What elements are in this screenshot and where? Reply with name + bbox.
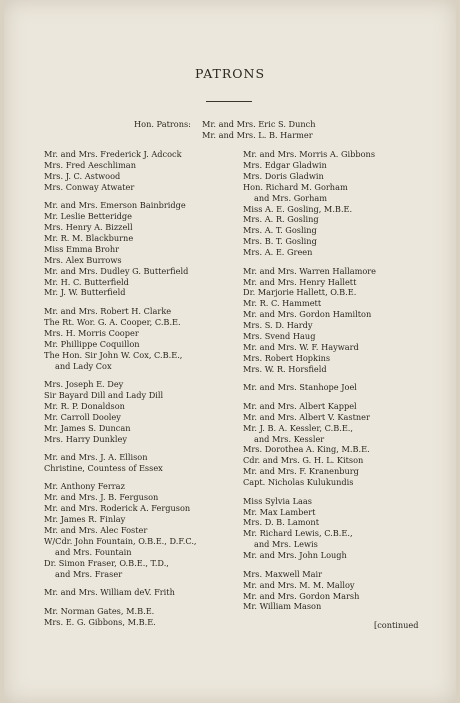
patron-name: Mr. Carroll Dooley bbox=[44, 411, 121, 422]
patron-name: Mrs. A. R. Gosling bbox=[243, 214, 319, 225]
patron-name: Mr. Richard Lewis, C.B.E., bbox=[243, 528, 353, 539]
patron-name: Mrs. Henry A. Bizzell bbox=[44, 222, 133, 233]
patron-name: Mr. R. C. Hammett bbox=[243, 298, 322, 309]
patrons-left-column bbox=[44, 149, 197, 628]
patron-name: Cdr. and Mrs. G. H. L. Kitson bbox=[243, 455, 364, 466]
patron-name: Mr. and Mrs. William deV. Frith bbox=[44, 587, 175, 598]
patron-name: Mrs. Conway Atwater bbox=[44, 181, 135, 192]
group-spacer bbox=[243, 375, 376, 383]
patron-name: Mr. J. W. Butterfield bbox=[44, 287, 126, 298]
patron-name: Mr. and Mrs. Robert H. Clarke bbox=[44, 305, 172, 316]
group-spacer bbox=[44, 474, 197, 482]
title-divider bbox=[206, 101, 252, 102]
patron-name: Mrs. Doris Gladwin bbox=[243, 170, 324, 181]
patrons-right-column bbox=[243, 149, 376, 612]
patron-name: Mr. J. B. A. Kessler, C.B.E., bbox=[243, 422, 353, 433]
group-spacer bbox=[243, 561, 376, 569]
patron-name: Mrs. E. G. Gibbons, M.B.E. bbox=[44, 616, 156, 627]
hon-patrons-names bbox=[202, 119, 316, 141]
patron-name: Mr. and Mrs. Stanhope Joel bbox=[243, 382, 357, 393]
patron-name: Mrs. S. D. Hardy bbox=[243, 320, 313, 331]
patron-name: Mr. James S. Duncan bbox=[44, 422, 131, 433]
patron-name: Mr. Max Lambert bbox=[243, 506, 316, 517]
patron-name: Mr. and Mrs. Alec Foster bbox=[44, 525, 148, 536]
patron-name: Mrs. A. E. Green bbox=[243, 247, 313, 258]
group-spacer bbox=[44, 371, 197, 379]
document-page bbox=[4, 0, 456, 703]
group-spacer bbox=[44, 598, 197, 606]
patron-name: Mr. and Mrs. Gordon Marsh bbox=[243, 590, 360, 601]
patron-name: Mr. and Mrs. Morris A. Gibbons bbox=[243, 149, 376, 159]
patron-name: The Rt. Wor. G. A. Cooper, C.B.E. bbox=[44, 316, 181, 327]
group-spacer bbox=[44, 193, 197, 201]
patron-name: Christine, Countess of Essex bbox=[44, 462, 163, 473]
patron-name: Mr. and Mrs. Roderick A. Ferguson bbox=[44, 503, 191, 514]
patron-name: and Lady Cox bbox=[55, 360, 112, 371]
patron-name: and Mrs. Gorham bbox=[254, 192, 328, 203]
hon-patron-name: Mr. and Mrs. Eric S. Dunch bbox=[202, 119, 316, 129]
patron-name: Mr. Phillippe Coquillon bbox=[44, 338, 140, 349]
patron-name: and Mrs. Kessler bbox=[254, 433, 325, 444]
patron-name: Mrs. Fred Aeschliman bbox=[44, 159, 136, 170]
patron-name: Mr. William Mason bbox=[243, 601, 322, 612]
patron-name: Mr. James R. Finlay bbox=[44, 514, 126, 525]
patron-name: Mr. R. P. Donaldson bbox=[44, 400, 125, 411]
patron-name: and Mrs. Fountain bbox=[55, 546, 132, 557]
patron-name: Mr. and Mrs. Warren Hallamore bbox=[243, 265, 377, 276]
patron-name: Dr. Simon Fraser, O.B.E., T.D., bbox=[44, 557, 169, 568]
group-spacer bbox=[44, 444, 197, 452]
hon-patrons-label: Hon. Patrons: bbox=[134, 119, 191, 129]
patron-name: Mr. and Mrs. Gordon Hamilton bbox=[243, 309, 372, 320]
patron-name: The Hon. Sir John W. Cox, C.B.E., bbox=[44, 349, 183, 360]
patron-name: Mr. and Mrs. J. A. Ellison bbox=[44, 452, 148, 463]
patron-name: Mrs. W. R. Horsfield bbox=[243, 363, 327, 374]
group-spacer bbox=[44, 298, 197, 306]
patron-name: Mr. and Mrs. Dudley G. Butterfield bbox=[44, 265, 189, 276]
group-spacer bbox=[243, 488, 376, 496]
patron-name: Mr. and Mrs. Albert V. Kastner bbox=[243, 411, 370, 422]
group-spacer bbox=[44, 580, 197, 588]
patron-name: Mr. Norman Gates, M.B.E. bbox=[44, 605, 155, 616]
patron-name: Mrs. Alex Burrows bbox=[44, 254, 122, 265]
patron-name: Hon. Richard M. Gorham bbox=[243, 181, 348, 192]
patron-name: Mr. and Mrs. John Lough bbox=[243, 550, 347, 561]
patron-name: and Mrs. Fraser bbox=[55, 568, 123, 579]
patron-name: Mrs. Dorothea A. King, M.B.E. bbox=[243, 444, 370, 455]
patron-name: Mr. and Mrs. M. M. Malloy bbox=[243, 579, 355, 590]
patron-name: Mr. and Mrs. J. B. Ferguson bbox=[44, 492, 159, 503]
patron-name: Mr. H. C. Butterfield bbox=[44, 276, 129, 287]
hon-patron-name: Mr. and Mrs. L. B. Harmer bbox=[202, 129, 313, 140]
patron-name: Capt. Nicholas Kulukundis bbox=[243, 477, 354, 488]
patron-name: Mr. and Mrs. Henry Hallett bbox=[243, 276, 357, 287]
patron-name: Miss Emma Brohr bbox=[44, 243, 120, 254]
patron-name: Mrs. H. Morris Cooper bbox=[44, 327, 139, 338]
group-spacer bbox=[243, 258, 376, 266]
patron-name: Miss Sylvia Laas bbox=[243, 495, 312, 506]
patron-name: Mrs. D. B. Lamont bbox=[243, 517, 319, 528]
patron-name: W/Cdr. John Fountain, O.B.E., D.F.C., bbox=[44, 535, 197, 546]
patron-name: Mrs. Maxwell Mair bbox=[243, 568, 323, 579]
patron-name: and Mrs. Lewis bbox=[254, 539, 318, 550]
patron-name: Mr. and Mrs. W. F. Hayward bbox=[243, 342, 359, 352]
patron-name: Mr. and Mrs. F. Kranenburg bbox=[243, 466, 359, 477]
patron-name: Mrs. J. C. Astwood bbox=[44, 170, 121, 181]
patron-name: Mrs. A. T. Gosling bbox=[243, 225, 317, 236]
patron-name: Mr. and Mrs. Frederick J. Adcock bbox=[44, 149, 182, 159]
patron-name: Mr. and Mrs. Albert Kappel bbox=[243, 400, 357, 411]
patron-name: Mr. R. M. Blackburne bbox=[44, 232, 134, 243]
group-spacer bbox=[243, 393, 376, 401]
patron-name: Sir Bayard Dill and Lady Dill bbox=[44, 389, 164, 400]
patron-name: Mr. Leslie Betteridge bbox=[44, 211, 132, 222]
patron-name: Mrs. Joseph E. Dey bbox=[44, 379, 124, 389]
patron-name: Mr. Anthony Ferraz bbox=[44, 481, 125, 492]
patron-name: Mr. and Mrs. Emerson Bainbridge bbox=[44, 200, 186, 211]
patron-name: Mrs. Svend Haug bbox=[243, 331, 316, 342]
patron-name: Mrs. B. T. Gosling bbox=[243, 236, 317, 247]
patron-name: Mrs. Harry Dunkley bbox=[44, 433, 127, 444]
patron-name: Miss A. E. Gosling, M.B.E. bbox=[243, 203, 353, 214]
patron-name: Mrs. Edgar Gladwin bbox=[243, 159, 327, 170]
page-title: PATRONS bbox=[194, 66, 266, 81]
patron-name: Mrs. Robert Hopkins bbox=[243, 352, 331, 363]
patron-name: Dr. Marjorie Hallett, O.B.E. bbox=[243, 287, 357, 298]
continued-note: [continued bbox=[374, 620, 419, 630]
